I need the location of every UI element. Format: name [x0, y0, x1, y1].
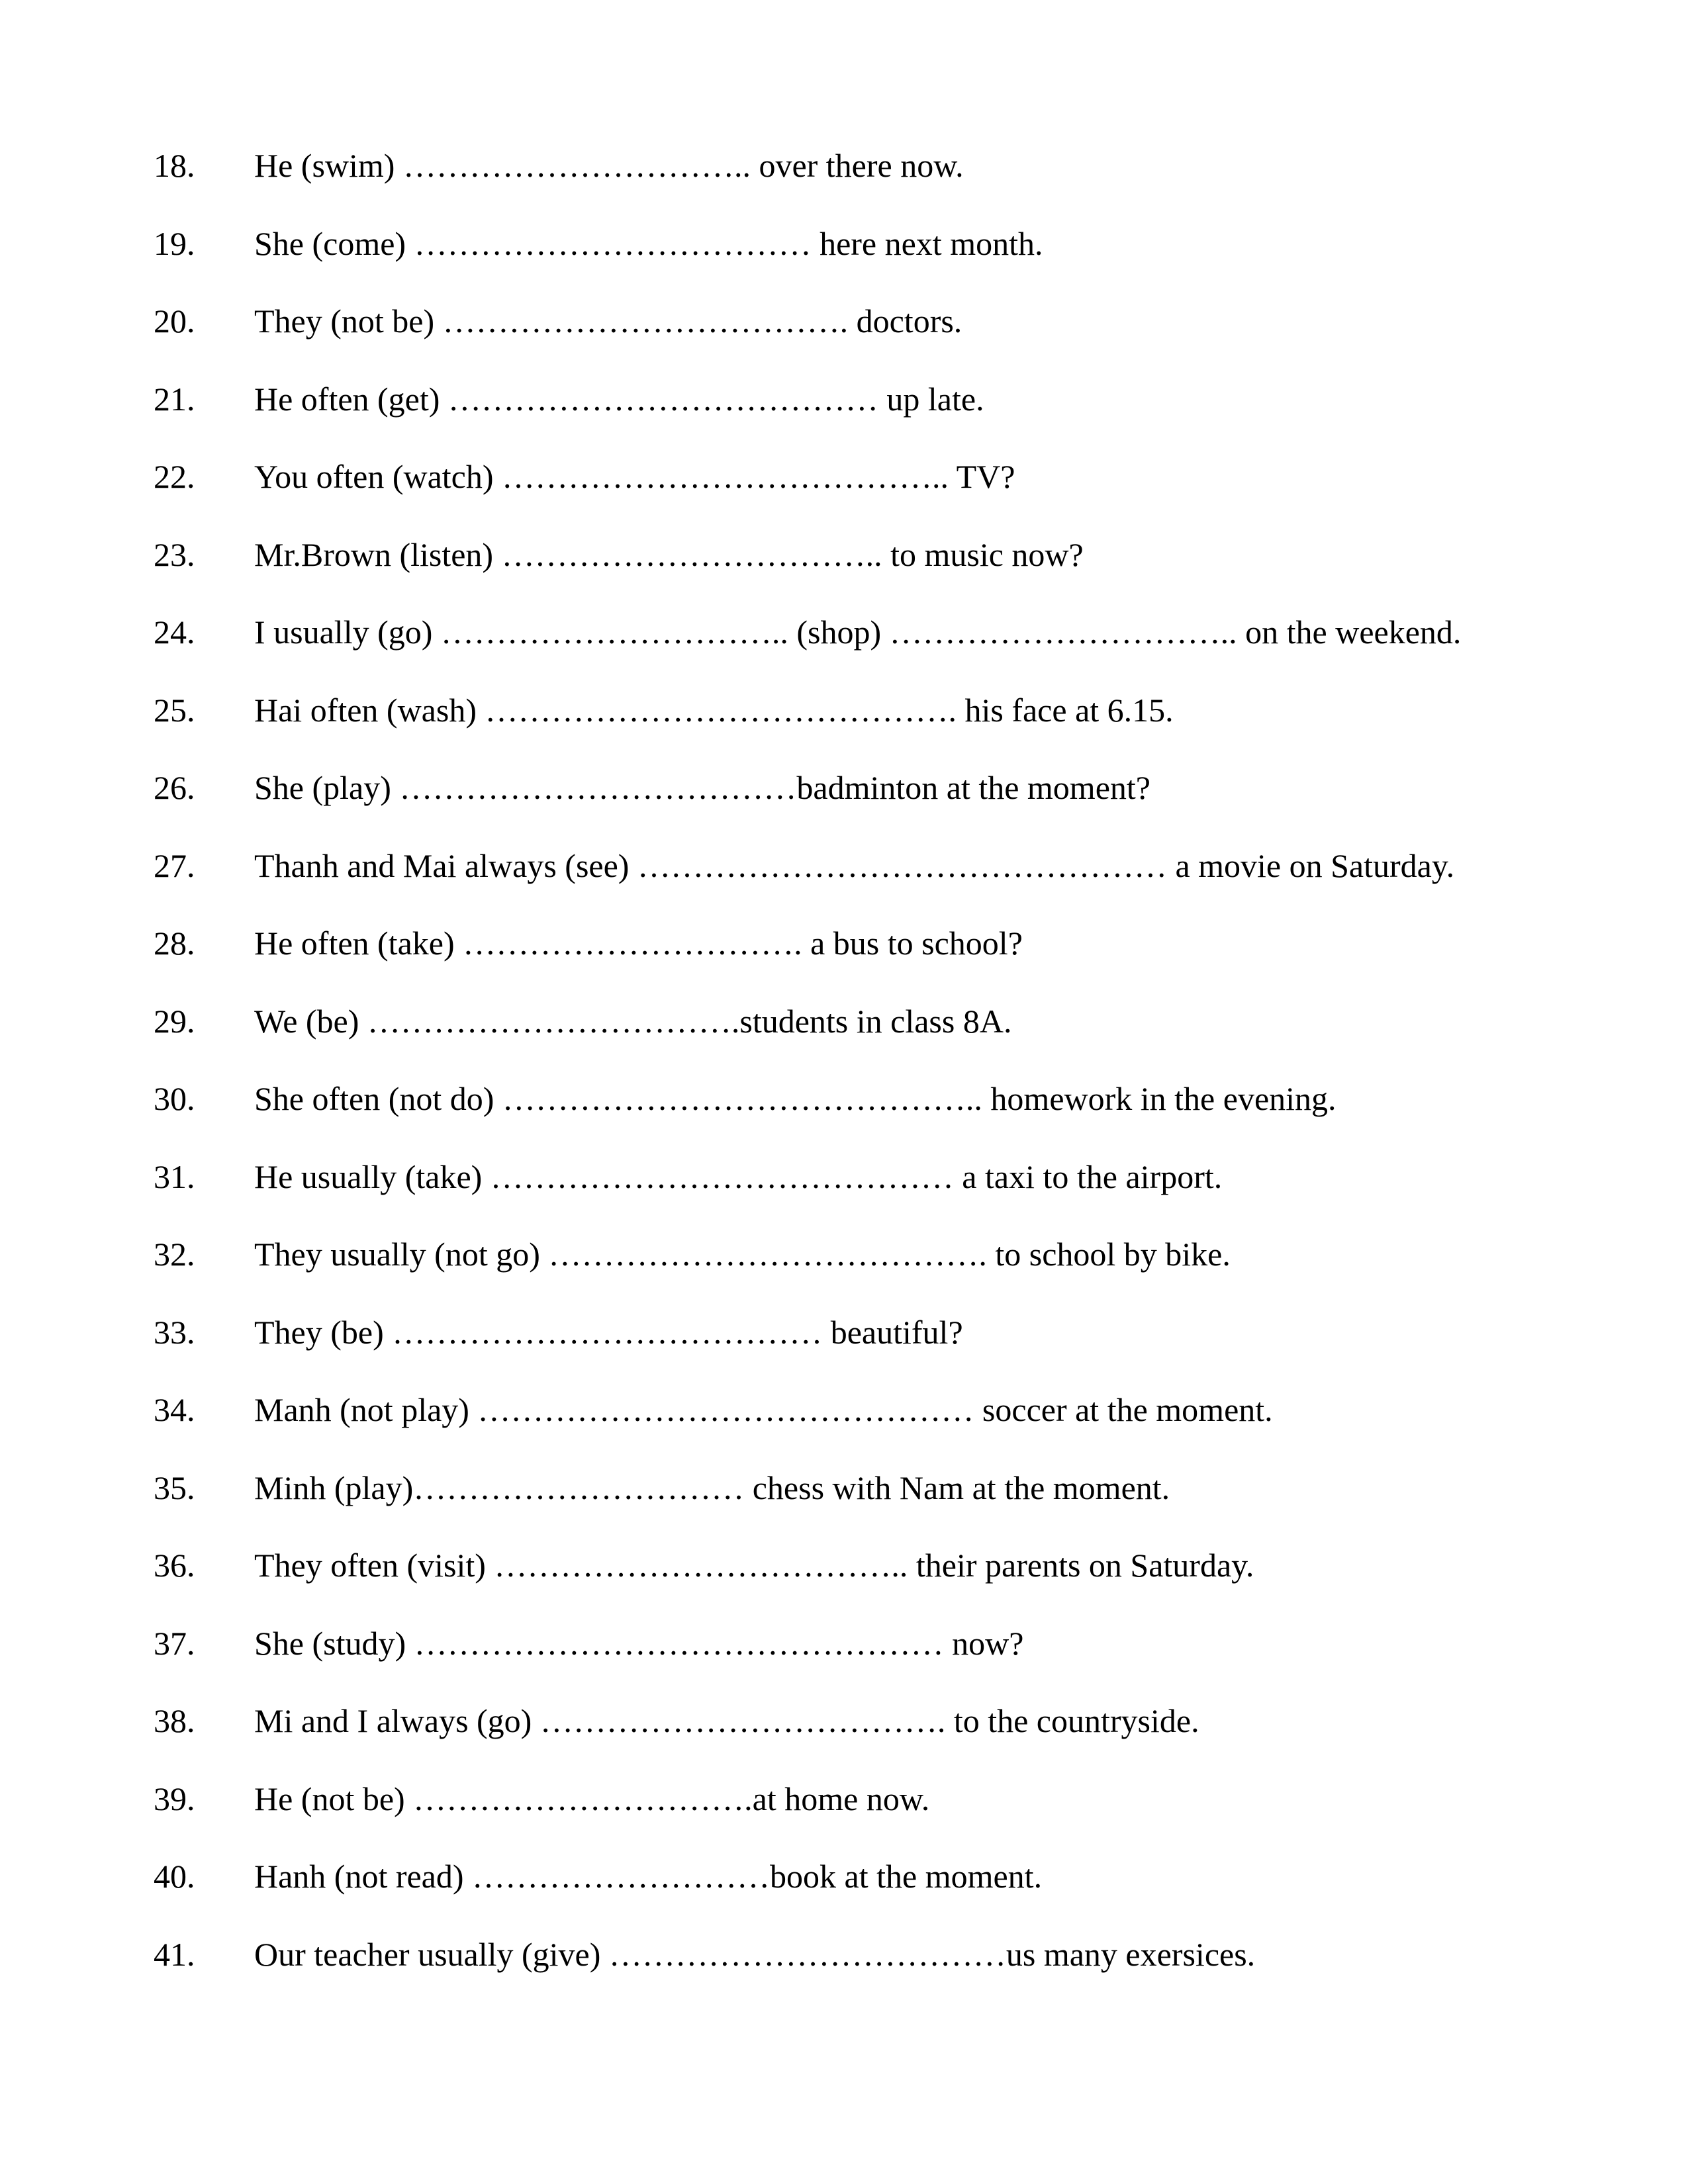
exercise-number: 19.: [154, 224, 195, 262]
exercise-text: Hanh (not read) ………………………book at the moment.: [254, 1858, 1043, 1895]
exercise-number: 32.: [154, 1236, 195, 1273]
exercise-number: 34.: [154, 1391, 195, 1428]
exercise-item: [154, 531, 1636, 610]
exercise-number: 35.: [154, 1469, 195, 1506]
exercise-item: [154, 376, 1636, 454]
exercise-number: 26.: [154, 769, 195, 806]
exercise-item: [154, 1620, 1636, 1698]
exercise-item: [154, 1154, 1636, 1232]
exercise-text: They usually (not go) …………………………………. to school by bike.: [254, 1236, 1231, 1273]
exercise-text: He often (take) …………………………. a bus to school?: [254, 925, 1023, 962]
exercise-number: 24.: [154, 614, 195, 651]
exercise-text: He (swim) ………………………….. over there now.: [254, 147, 964, 184]
exercise-item: [154, 1309, 1636, 1387]
exercise-text: I usually (go) ………………………….. (shop) ………………………….. on the weekend.: [254, 614, 1462, 651]
exercise-number: 29.: [154, 1002, 195, 1040]
exercise-number: 39.: [154, 1780, 195, 1817]
exercise-text: He usually (take) …………………………………… a taxi to the airport.: [254, 1158, 1223, 1195]
exercise-item: [154, 298, 1636, 376]
exercise-text: Mi and I always (go) ………………………………. to the countryside.: [254, 1702, 1199, 1739]
exercise-text: Our teacher usually (give) ………………………………us many exersices.: [254, 1935, 1256, 1973]
exercise-text: They (be) ………………………………… beautiful?: [254, 1313, 963, 1351]
exercise-number: 37.: [154, 1624, 195, 1662]
exercise-item: [154, 687, 1636, 765]
exercise-number: 20.: [154, 302, 195, 340]
exercise-number: 22.: [154, 458, 195, 495]
exercise-text: She (come) ……………………………… here next month.: [254, 224, 1043, 262]
exercise-number: 30.: [154, 1080, 195, 1117]
exercise-text: Thanh and Mai always (see) ………………………………………… a movie on Saturday.: [254, 846, 1455, 884]
exercise-number: 41.: [154, 1935, 195, 1973]
exercise-item: [154, 1931, 1636, 2009]
exercise-text: He often (get) ………………………………… up late.: [254, 380, 984, 418]
exercise-number: 27.: [154, 846, 195, 884]
exercise-number: 40.: [154, 1858, 195, 1895]
exercise-text: He (not be) ………………………….at home now.: [254, 1780, 930, 1817]
exercise-item: [154, 609, 1636, 687]
exercise-text: They often (visit) ……………………………….. their parents on Saturday.: [254, 1547, 1254, 1584]
exercise-text: She (play) ………………………………badminton at the moment?: [254, 769, 1150, 806]
exercise-item: [154, 142, 1636, 220]
exercise-item: [154, 453, 1636, 531]
exercise-number: 38.: [154, 1702, 195, 1739]
exercise-number: 25.: [154, 691, 195, 729]
exercise-item: [154, 220, 1636, 298]
exercise-item: [154, 1853, 1636, 1931]
exercise-number: 31.: [154, 1158, 195, 1195]
exercise-item: [154, 842, 1636, 921]
exercise-text: Hai often (wash) ……………………………………. his face at 6.15.: [254, 691, 1174, 729]
exercise-item: [154, 764, 1636, 842]
exercise-number: 33.: [154, 1313, 195, 1351]
exercise-number: 28.: [154, 925, 195, 962]
exercise-text: We (be) …………………………….students in class 8A.: [254, 1002, 1012, 1040]
exercise-text: You often (watch) ………………………………….. TV?: [254, 458, 1015, 495]
exercise-text: She (study) ………………………………………… now?: [254, 1624, 1024, 1662]
exercise-item: [154, 1387, 1636, 1465]
exercise-item: [154, 1698, 1636, 1776]
exercise-text: Mr.Brown (listen) …………………………….. to music now?: [254, 535, 1084, 573]
exercise-text: She often (not do) …………………………………….. homework in the evening.: [254, 1080, 1336, 1117]
exercise-number: 21.: [154, 380, 195, 418]
exercise-item: [154, 1776, 1636, 1854]
exercise-number: 36.: [154, 1547, 195, 1584]
exercise-item: [154, 1542, 1636, 1620]
exercise-list: [154, 142, 1636, 2009]
exercise-number: 18.: [154, 147, 195, 184]
exercise-item: [154, 920, 1636, 998]
exercise-item: [154, 1231, 1636, 1309]
exercise-number: 23.: [154, 535, 195, 573]
exercise-item: [154, 998, 1636, 1076]
exercise-item: [154, 1075, 1636, 1154]
exercise-text: Manh (not play) ……………………………………… soccer at the moment.: [254, 1391, 1273, 1428]
exercise-text: Minh (play)………………………… chess with Nam at the moment.: [254, 1469, 1170, 1506]
exercise-item: [154, 1465, 1636, 1543]
exercise-text: They (not be) ………………………………. doctors.: [254, 302, 962, 340]
